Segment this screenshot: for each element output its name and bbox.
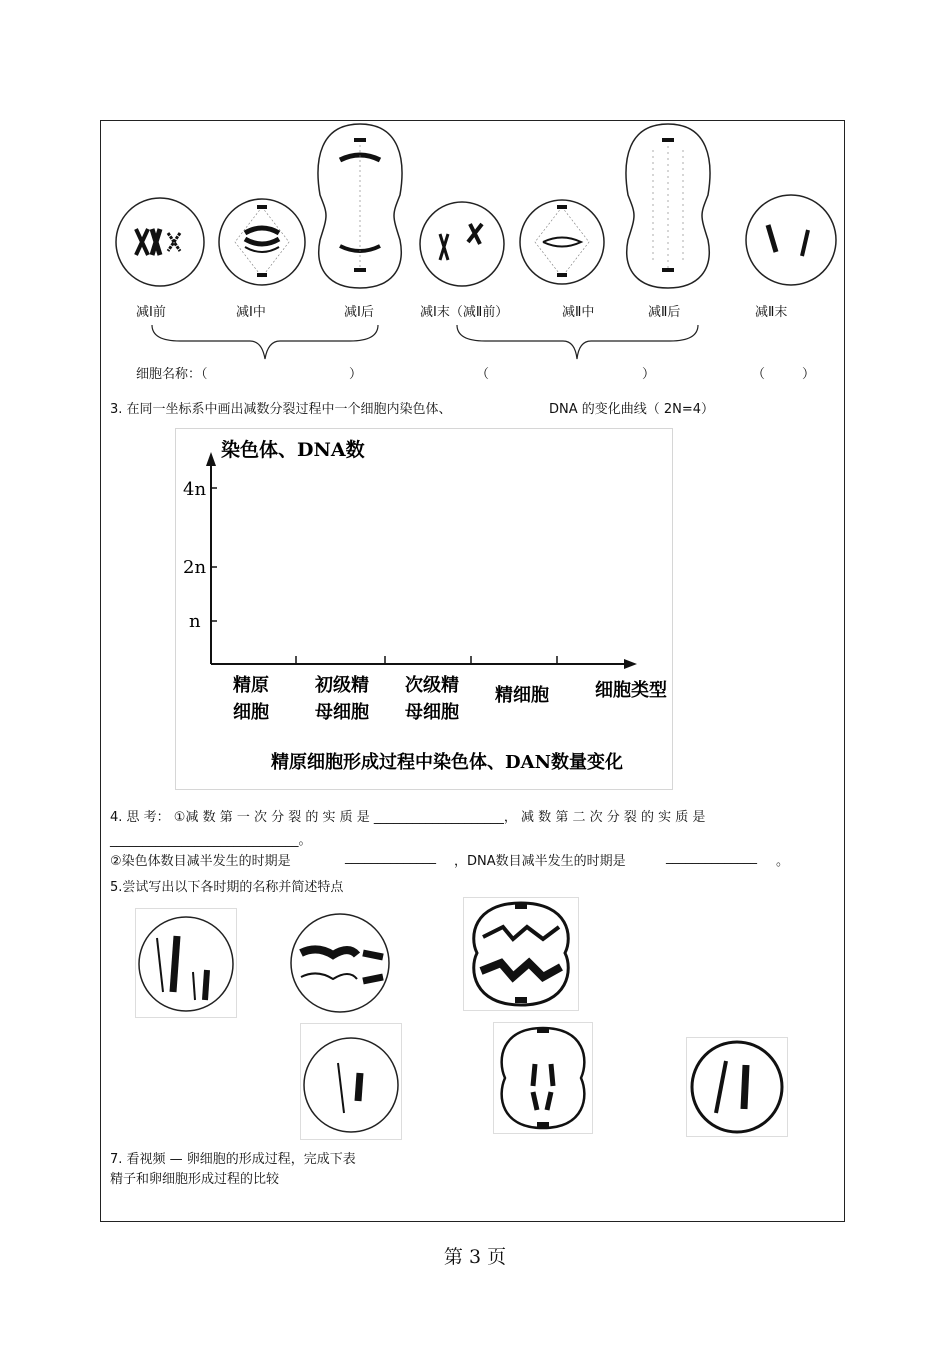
answer-blank[interactable]: ____________________ (373, 810, 504, 825)
answer-blank[interactable]: ______________ (666, 850, 757, 865)
page-number: 第 3 页 (443, 1246, 507, 1268)
x-axis-label: 细胞类型 (595, 680, 667, 701)
cell-diagram-q5-6 (686, 1037, 788, 1137)
question-5-text: 5.尝试写出以下各时期的名称并简述特点 (110, 880, 344, 895)
question-7-line1: 7. 看视频 — 卵细胞的形成过程，完成下表 (110, 1152, 356, 1167)
cell-diagram-q5-4 (300, 1023, 402, 1140)
y-tick-2n: 2n (183, 557, 207, 578)
q4-text: 。 (298, 833, 312, 848)
stage-label: 减Ⅰ中 (236, 305, 266, 320)
question-4-line3b: ，DNA数目减半发生的时期是 (454, 854, 626, 869)
stage-label: 减Ⅱ后 (648, 305, 681, 320)
brace-group-2 (455, 323, 700, 363)
cell-diagram-meiosis-i-anaphase (310, 120, 410, 292)
brace-group-1 (150, 323, 380, 363)
x-category: 母细胞 (315, 702, 369, 723)
cell-diagram-meiosis-i-metaphase (215, 193, 310, 291)
cell-diagram-q5-2 (289, 905, 391, 1020)
question-3-text-b: DNA 的变化曲线（ 2N=4） (549, 402, 715, 417)
bracket: ） (349, 367, 363, 382)
stage-label: 减Ⅰ后 (344, 305, 374, 320)
bracket: ） (802, 367, 816, 382)
cell-diagram-q5-3 (463, 897, 579, 1011)
cell-name-label: 细胞名称：（ (136, 367, 208, 382)
graph-caption: 精原细胞形成过程中染色体、DAN数量变化 (271, 752, 624, 773)
stage-label: 减Ⅱ末 (755, 305, 788, 320)
cell-diagram-meiosis-ii-telophase (738, 180, 844, 290)
stage-label: 减Ⅱ中 (562, 305, 595, 320)
cell-diagram-meiosis-ii-metaphase (515, 193, 610, 291)
stage-label: 减Ⅰ末（减Ⅱ前） (420, 305, 509, 320)
bracket: ） (642, 367, 656, 382)
answer-blank[interactable]: ______________ (345, 850, 436, 865)
question-4-line3a: ②染色体数目减半发生的时期是 (110, 854, 291, 869)
bracket: （ (752, 367, 766, 382)
question-7-line2: 精子和卵细胞形成过程的比较 (110, 1172, 280, 1187)
x-category: 精原 (233, 675, 269, 696)
x-category: 精细胞 (495, 685, 549, 706)
question-4-line2 (110, 829, 312, 848)
question-4-line1 (110, 806, 705, 825)
axes-graph (175, 428, 673, 790)
bracket: （ (476, 367, 490, 382)
cell-diagram-meiosis-ii-anaphase (618, 120, 718, 292)
answer-blank[interactable]: _____________________________ (110, 833, 299, 848)
stage-label: 减Ⅰ前 (136, 305, 166, 320)
y-axis-label: 染色体、DNA数 (221, 439, 365, 461)
x-category: 初级精 (315, 675, 369, 696)
q4-text: 。 (776, 854, 790, 869)
x-category: 母细胞 (405, 702, 459, 723)
cell-diagram-q5-1 (135, 908, 237, 1018)
q4-text: 4. 思 考： ①减 数 第 一 次 分 裂 的 实 质 是 (110, 810, 374, 825)
question-3-text: 3. 在同一坐标系中画出减数分裂过程中一个细胞内染色体、 (110, 402, 452, 417)
cell-diagram-meiosis-i-prophase (108, 193, 212, 291)
x-category: 细胞 (233, 702, 269, 723)
cell-diagram-meiosis-i-telophase (410, 196, 514, 292)
x-category: 次级精 (405, 675, 459, 696)
y-tick-4n: 4n (183, 479, 207, 500)
q4-text: ， 减 数 第 二 次 分 裂 的 实 质 是 (503, 810, 706, 825)
y-tick-n: n (189, 611, 201, 632)
cell-diagram-q5-5 (493, 1022, 593, 1134)
